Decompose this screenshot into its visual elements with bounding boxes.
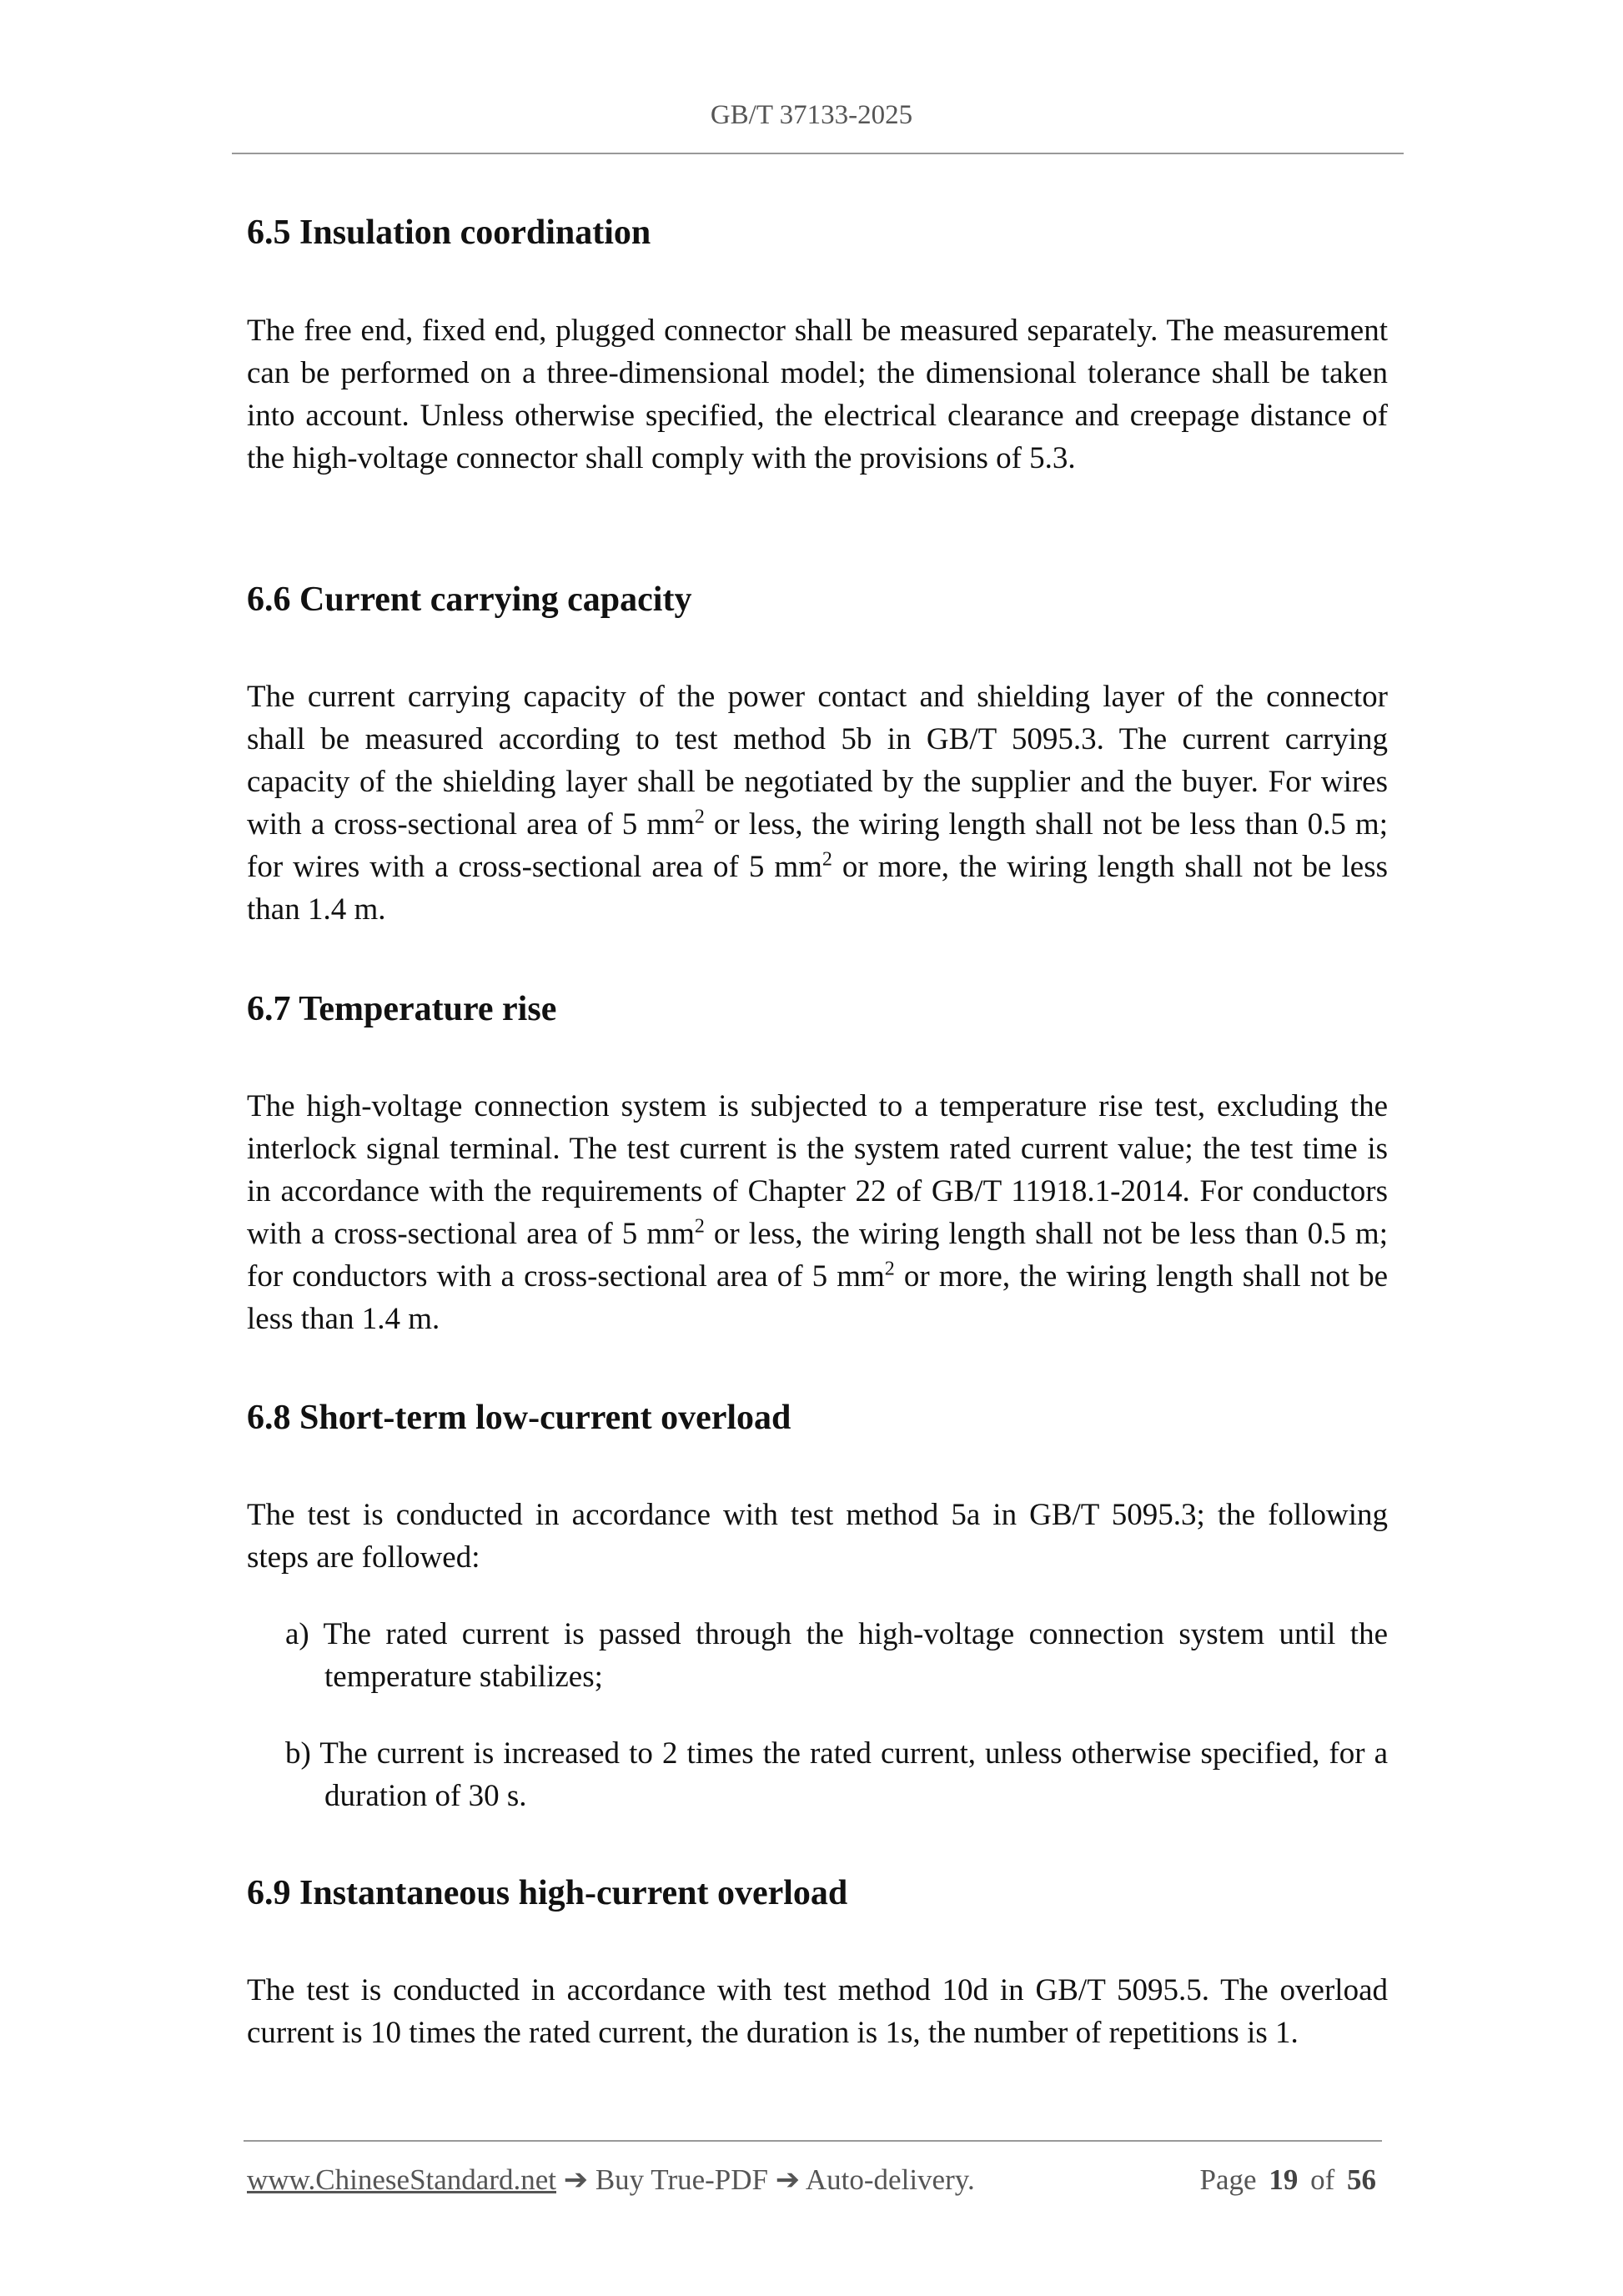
section-paragraph-6-6 — [247, 676, 1388, 931]
arrow-right-icon: ➔ — [775, 2163, 801, 2196]
superscript: 2 — [694, 1215, 705, 1238]
text: The current carrying capacity of the power contact and shielding layer of the connector shall be measured according to test method 5b in GB/T 5095.3. The current carrying capacity of the shielding layer shall be negotiated by the supplier and the buyer. For wires with a cross-sectional area of 5 mm — [247, 680, 1388, 842]
buy-text: Buy True-PDF — [595, 2163, 768, 2196]
text: or less, the wiring length shall not be less than 0.5 m; for wires with a cross-sectional area of 5 mm — [247, 807, 1388, 884]
section-heading-6-6: 6.6 Current carrying capacity — [247, 580, 692, 619]
list-item-a: a) The rated current is passed through the high-voltage connection system until the temperature stabilizes; — [285, 1617, 1388, 1694]
document-id-header: GB/T 37133-2025 — [710, 100, 913, 130]
delivery-text: Auto-delivery. — [805, 2163, 975, 2196]
of-label: of — [1310, 2163, 1335, 2196]
footer-rule — [244, 2140, 1382, 2142]
website-link[interactable]: www.ChineseStandard.net — [247, 2163, 556, 2196]
page-number — [1200, 2160, 1376, 2200]
text: or less, the wiring length shall not be less than 0.5 m; for conductors with a cross-sectional area of 5 mm — [247, 1217, 1388, 1294]
superscript: 2 — [884, 1258, 895, 1280]
superscript: 2 — [694, 806, 705, 828]
section-heading-6-5: 6.5 Insulation coordination — [247, 214, 651, 252]
arrow-right-icon: ➔ — [563, 2163, 589, 2196]
text: or more, the wiring length shall not be less than 1.4 m. — [247, 1259, 1388, 1336]
section-paragraph-6-7 — [247, 1085, 1388, 1340]
superscript: 2 — [822, 848, 832, 871]
footer-promo — [247, 2160, 975, 2200]
page-label: Page — [1199, 2163, 1257, 2196]
current-page: 19 — [1269, 2163, 1299, 2196]
text: or more, the wiring length shall not be less than 1.4 m. — [247, 850, 1388, 927]
section-heading-6-9: 6.9 Instantaneous high-current overload — [247, 1874, 848, 1912]
text: The high-voltage connection system is subjected to a temperature rise test, excluding the interlock signal terminal. The test current is the system rated current value; the test time is in accordance with the requirements of Chapter 22 of GB/T 11918.1-2014. For conductors with a cross-sectional area of 5 mm — [247, 1089, 1388, 1251]
list-item-b: b) The current is increased to 2 times the rated current, unless otherwise specified, for a duration of 30 s. — [285, 1736, 1388, 1813]
section-paragraph-6-9: The test is conducted in accordance with test method 10d in GB/T 5095.5. The overload current is 10 times the rated current, the duration is 1s, the number of repetitions is 1. — [247, 1973, 1388, 2050]
section-heading-6-7: 6.7 Temperature rise — [247, 990, 557, 1028]
section-paragraph-6-8: The test is conducted in accordance with test method 5a in GB/T 5095.3; the following steps are followed: — [247, 1498, 1388, 1575]
section-heading-6-8: 6.8 Short-term low-current overload — [247, 1399, 791, 1437]
section-paragraph-6-5: The free end, fixed end, plugged connector shall be measured separately. The measurement can be performed on a three-dimensional model; the dimensional tolerance shall be taken into account. Unless otherwise specified, the electrical clearance and creepage distance of the high-voltage connector shall comply with the provisions of 5.3. — [247, 314, 1388, 475]
total-pages: 56 — [1347, 2163, 1376, 2196]
header-rule — [232, 153, 1404, 154]
